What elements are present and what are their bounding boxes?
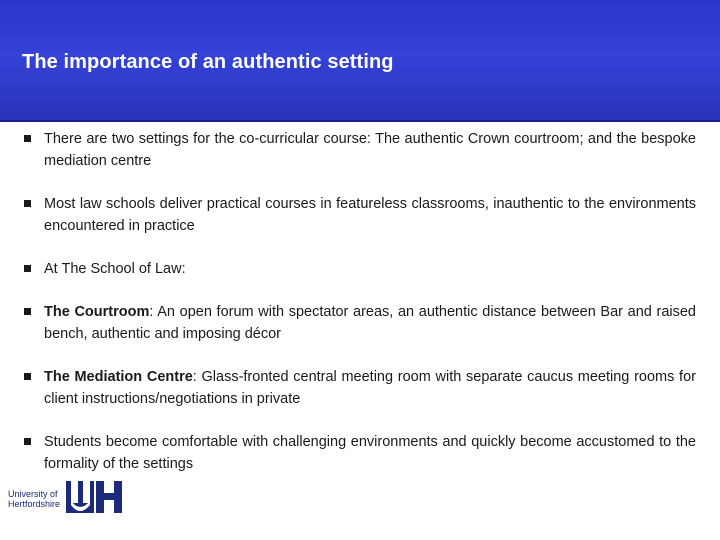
- bullet-text: Most law schools deliver practical courses in featureless classrooms, inauthentic to the environments encountered in practice: [44, 196, 696, 234]
- bullet-list: [24, 128, 696, 496]
- bullet-text: : Glass-fronted central meeting room with separate caucus meeting rooms for client instructions/negotiations in private: [44, 369, 696, 407]
- uh-logo-icon: [66, 479, 132, 515]
- bullet-text: : An open forum with spectator areas, an authentic distance between Bar and raised bench, authentic and imposing décor: [44, 304, 696, 342]
- bullet-item: [24, 193, 696, 237]
- bullet-item: [24, 128, 696, 172]
- bullet-item: [24, 301, 696, 345]
- bullet-bold-text: The Mediation Centre: [44, 369, 193, 385]
- university-logo: [0, 479, 140, 519]
- square-bullet-icon: [24, 135, 31, 142]
- bullet-item: [24, 431, 696, 475]
- square-bullet-icon: [24, 200, 31, 207]
- logo-line-2: Hertfordshire: [8, 499, 61, 509]
- slide-title: The importance of an authentic setting: [22, 51, 394, 73]
- square-bullet-icon: [24, 373, 31, 380]
- bullet-item: [24, 258, 696, 280]
- square-bullet-icon: [24, 265, 31, 272]
- title-banner: [0, 0, 720, 122]
- bullet-item: [24, 366, 696, 410]
- square-bullet-icon: [24, 438, 31, 445]
- bullet-text: Students become comfortable with challenging environments and quickly become accustomed to the formality of the settings: [44, 434, 696, 472]
- bullet-text: At The School of Law:: [44, 261, 186, 277]
- logo-line-1: University of: [8, 489, 58, 499]
- logo-wordmark: [8, 489, 60, 509]
- bullet-bold-text: The Courtroom: [44, 304, 150, 320]
- bullet-text: There are two settings for the co-curricular course: The authentic Crown courtroom; and the bespoke mediation centre: [44, 131, 696, 169]
- square-bullet-icon: [24, 308, 31, 315]
